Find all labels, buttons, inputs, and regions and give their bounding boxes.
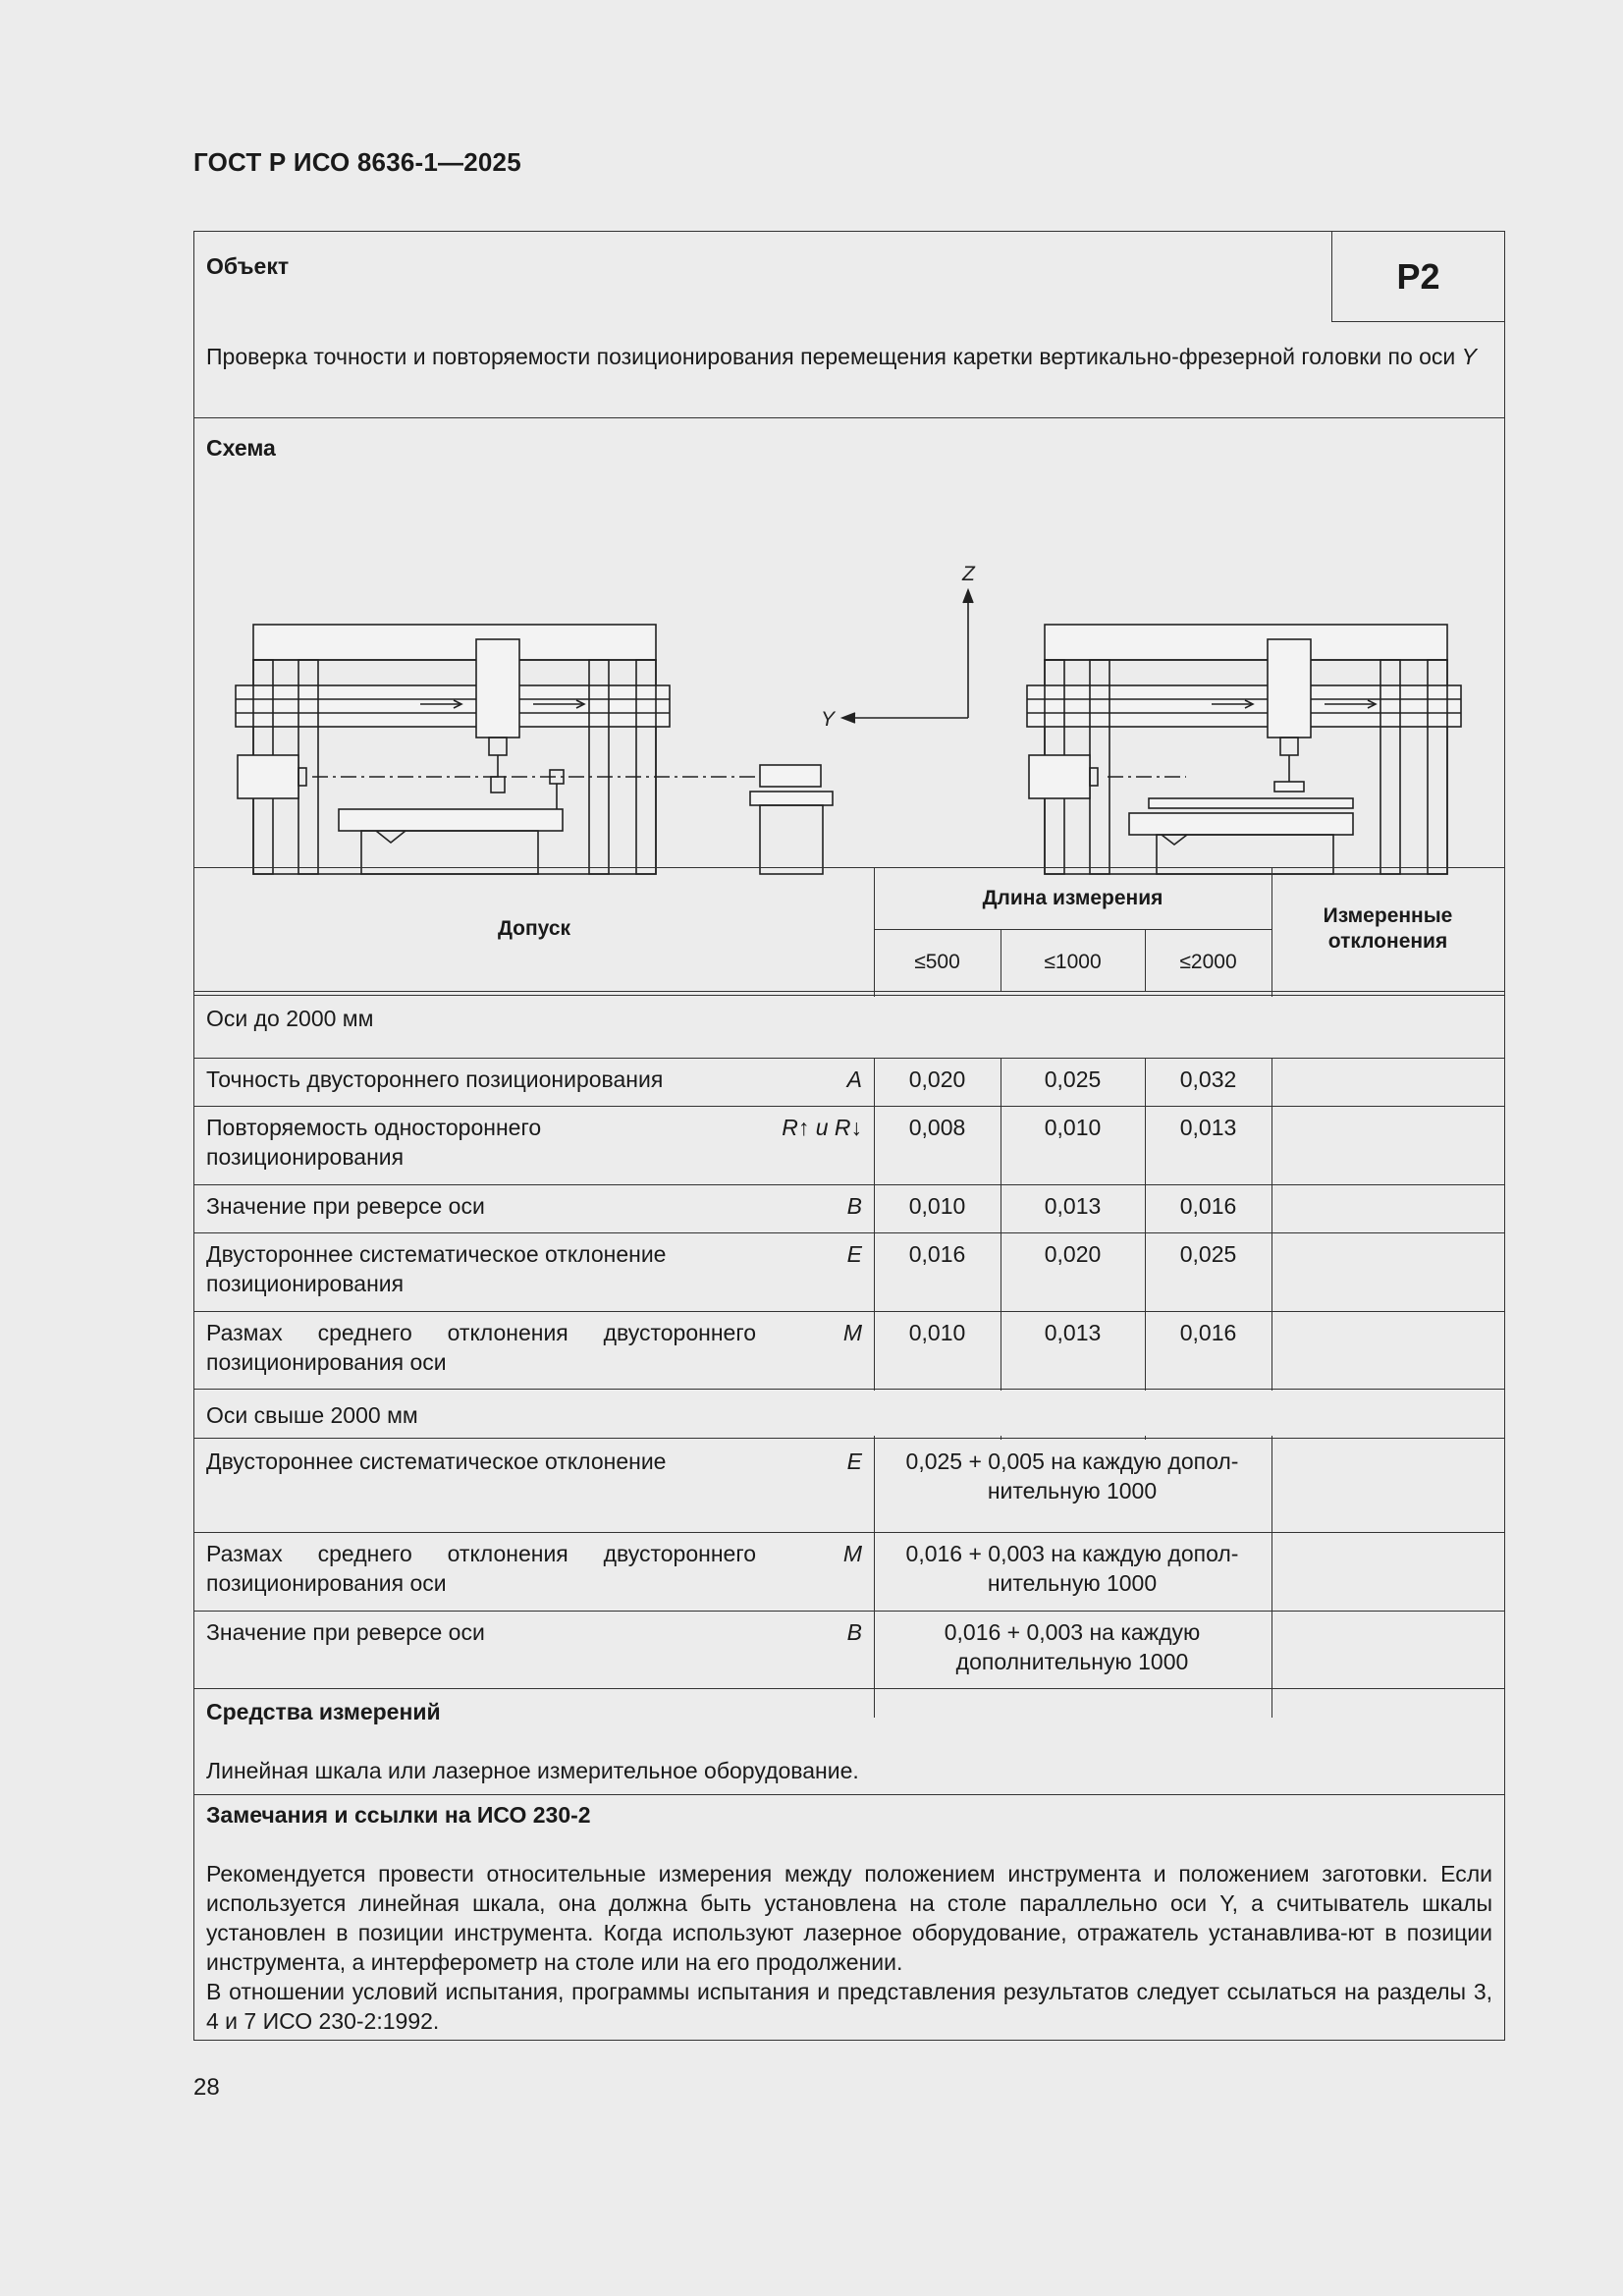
row-symbol: B	[846, 1619, 862, 1645]
machine-front-view	[236, 625, 670, 874]
divider	[194, 1532, 1504, 1533]
machine-side-view	[1027, 625, 1461, 874]
row-name: Значение при реверсе оси	[206, 1619, 485, 1645]
instruments-title: Средства измерений	[206, 1699, 441, 1724]
divider	[194, 995, 1504, 996]
row-symbol: A	[846, 1066, 862, 1092]
scheme-drawing	[194, 428, 1504, 1096]
row-value: 0,016	[908, 1241, 966, 1267]
row-name: Точность двустороннего позиционирования	[206, 1066, 664, 1092]
row-symbol: E	[846, 1241, 862, 1267]
row-value: 0,016 + 0,003 на каждую допол-нительную 1000	[905, 1541, 1239, 1596]
divider	[874, 929, 1271, 930]
divider	[194, 417, 1504, 418]
divider	[194, 1688, 1504, 1689]
row-value: 0,025 + 0,005 на каждую допол-нительную 1000	[905, 1449, 1239, 1503]
object-axis: Y	[1461, 344, 1478, 369]
row-name: Размах среднего отклонения двустороннего позиционирования оси	[206, 1541, 756, 1596]
notes-text: Рекомендуется провести относительные измерения между положением инструмента и положением заготовки. Если используется линейная шкала, она должна быть установлена на столе параллельно оси Y, а считыватель шкалы установлен в позиции инструмента. Когда используют лазерное оборудование, отражатель устанавлива-ют в позиции инструмента, а интерферометр на столе или на его продолжении.	[206, 1861, 1492, 1975]
row-value: 0,020	[908, 1066, 966, 1092]
row-value: 0,013	[1044, 1320, 1102, 1345]
section-label: Оси свыше 2000 мм	[206, 1402, 418, 1428]
row-symbol: R↑ и R↓	[782, 1115, 862, 1140]
row-value: 0,025	[1179, 1241, 1237, 1267]
divider	[194, 867, 1504, 868]
row-name: Двустороннее систематическое отклонение позиционирования	[206, 1241, 667, 1296]
row-symbol: M	[842, 1541, 862, 1566]
row-name: Двустороннее систематическое отклонение	[206, 1449, 667, 1474]
divider	[194, 1438, 1504, 1439]
section-header-bg	[196, 997, 1502, 1058]
notes-text-2: В отношении условий испытания, программы испытания и представления результатов следует ссылаться на разделы 3, 4 и 7 ИСО 230-2:1992.	[206, 1979, 1492, 2034]
row-symbol: B	[846, 1193, 862, 1219]
test-sheet	[193, 231, 1505, 2041]
document-header: ГОСТ Р ИСО 8636-1—2025	[193, 147, 521, 177]
row-value: 0,020	[1044, 1241, 1102, 1267]
section-label: Оси до 2000 мм	[206, 1006, 374, 1031]
measured-header: Измеренные отклонения	[1323, 904, 1453, 953]
divider	[194, 991, 1504, 992]
coordinate-axes	[842, 590, 973, 723]
divider	[194, 1106, 1504, 1107]
object-description-text: Проверка точности и повторяемости позиционирования перемещения каретки вертикально-фрезерной головки по оси	[206, 344, 1462, 369]
test-code: P2	[1331, 232, 1504, 322]
divider	[194, 1184, 1504, 1185]
row-value: 0,016 + 0,003 на каждую дополнительную 1000	[944, 1619, 1201, 1674]
length-1000: ≤1000	[1044, 951, 1102, 973]
row-value: 0,010	[908, 1193, 966, 1219]
divider	[194, 1232, 1504, 1233]
scheme-label: Схема	[206, 435, 276, 461]
object-description	[206, 342, 1492, 371]
divider	[194, 1611, 1504, 1612]
row-value: 0,013	[1179, 1115, 1237, 1140]
length-2000: ≤2000	[1179, 951, 1237, 973]
tolerance-header: Допуск	[497, 917, 571, 940]
row-symbol: M	[842, 1320, 862, 1345]
row-value: 0,016	[1179, 1193, 1237, 1219]
row-symbol: E	[846, 1449, 862, 1474]
length-header: Длина измерения	[982, 887, 1163, 909]
laser-interferometer	[750, 765, 833, 874]
row-name: Размах среднего отклонения двустороннего позиционирования оси	[206, 1320, 756, 1375]
row-value: 0,008	[908, 1115, 966, 1140]
row-value: 0,025	[1044, 1066, 1102, 1092]
object-label: Объект	[206, 253, 290, 279]
page-number: 28	[193, 2074, 220, 2101]
axis-z-label: Z	[962, 563, 975, 585]
row-name: Значение при реверсе оси	[206, 1193, 485, 1219]
row-value: 0,013	[1044, 1193, 1102, 1219]
row-value: 0,010	[908, 1320, 966, 1345]
axis-y-label: Y	[821, 708, 836, 731]
notes-title: Замечания и ссылки на ИСО 230-2	[206, 1802, 591, 1828]
row-name: Повторяемость одностороннего позиционирования	[206, 1115, 542, 1170]
divider	[194, 1794, 1504, 1795]
length-500: ≤500	[914, 951, 960, 973]
divider	[194, 1311, 1504, 1312]
row-value: 0,016	[1179, 1320, 1237, 1345]
divider	[194, 1058, 1504, 1059]
divider	[194, 1389, 1504, 1390]
row-value: 0,010	[1044, 1115, 1102, 1140]
instruments-text: Линейная шкала или лазерное измерительное оборудование.	[206, 1758, 859, 1783]
row-value: 0,032	[1179, 1066, 1237, 1092]
